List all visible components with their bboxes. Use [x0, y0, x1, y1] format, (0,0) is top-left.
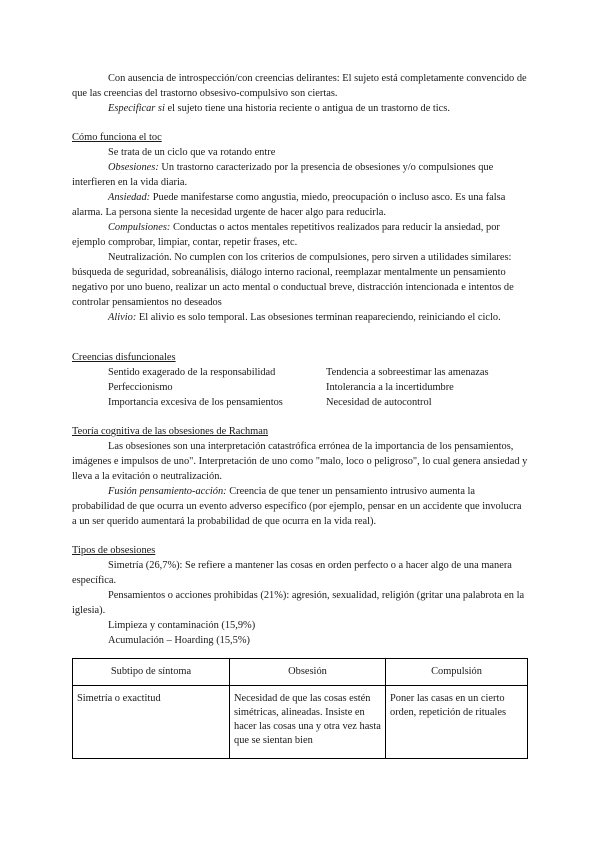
- header-subtype: Subtipo de síntoma: [73, 659, 230, 686]
- type-item: Simetría (26,7%): Se refiere a mantener las cosas en orden perfecto o a hacer algo de una manera específica.: [72, 560, 512, 586]
- beliefs-section: [72, 350, 528, 365]
- belief-item: Tendencia a sobreestimar las amenazas: [326, 367, 489, 378]
- symptom-table: [72, 658, 528, 759]
- anxiety-text: Puede manifestarse como angustia, miedo, preocupación o incluso asco. Es una falsa alarma. La persona siente la necesidad urgente de hacer algo para reducirla.: [72, 192, 506, 218]
- relief-label: Alivio:: [108, 312, 137, 323]
- compulsions-paragraph: [72, 220, 528, 250]
- belief-item: Sentido exagerado de la responsabilidad: [108, 367, 276, 378]
- rachman-section: [72, 424, 528, 529]
- obsessions-label: Obsesiones:: [108, 162, 159, 173]
- cycle-text: Se trata de un ciclo que va rotando entre: [108, 147, 276, 158]
- compulsions-label: Compulsiones:: [108, 222, 171, 233]
- types-heading: Tipos de obsesiones: [72, 545, 156, 556]
- header-compulsion: Compulsión: [386, 659, 528, 686]
- belief-item: Importancia excesiva de los pensamientos: [108, 397, 283, 408]
- cell-compulsion: Poner las casas en un cierto orden, repetición de rituales: [386, 686, 528, 759]
- compulsions-text: Conductas o actos mentales repetitivos realizados para reducir la ansiedad, por ejemplo comprobar, limpiar, contar, repetir frases, etc.: [72, 222, 500, 248]
- belief-item: Perfeccionismo: [108, 382, 173, 393]
- specify-text: el sujeto tiene una historia reciente o antigua de un trastorno de tics.: [164, 103, 450, 114]
- obsessions-text: Un trastorno caracterizado por la presencia de obsesiones y/o compulsiones que interfieren en la vida diaria.: [72, 162, 494, 188]
- intro-section: [72, 71, 528, 116]
- relief-paragraph: [72, 310, 528, 325]
- type-item: Limpieza y contaminación (15,9%): [108, 620, 256, 631]
- belief-item: Necesidad de autocontrol: [326, 397, 432, 408]
- table-header-row: [73, 659, 528, 686]
- how-heading: Cómo funciona el toc: [72, 132, 162, 143]
- beliefs-columns: [108, 365, 528, 410]
- table-row: [73, 686, 528, 759]
- fusion-paragraph: [72, 484, 528, 529]
- anxiety-label: Ansiedad:: [108, 192, 151, 203]
- type-item: Acumulación – Hoarding (15,5%): [108, 635, 250, 646]
- cell-obsession: Necesidad de que las cosas estén simétricas, alineadas. Insiste en hacer las cosas una y otra vez hasta que se sientan bien: [230, 686, 386, 759]
- types-section: [72, 543, 528, 648]
- obsessions-paragraph: [72, 160, 528, 190]
- anxiety-paragraph: [72, 190, 528, 220]
- specify-paragraph: [72, 101, 528, 116]
- relief-text: El alivio es solo temporal. Las obsesiones terminan reapareciendo, reiniciando el ciclo.: [136, 312, 501, 323]
- beliefs-heading: Creencias disfuncionales: [72, 352, 176, 363]
- rachman-heading: Teoría cognitiva de las obsesiones de Rachman: [72, 426, 269, 437]
- fusion-text: Creencia de que tener un pensamiento intrusivo aumenta la probabilidad de que ocurra un evento adverso específico (por ejemplo, pensar en un accidente que involucra a un ser querido aumentará la probabilidad de que ocurra en la vida real).: [72, 486, 522, 527]
- rachman-paragraph: Las obsesiones son una interpretación catastrófica errónea de la importancia de los pensamientos, imágenes e impulsos de uno". Interpretación de uno como "malo, loco o peligroso", lo cual genera ansiedad y lleva a la evitación o neutralización.: [72, 441, 528, 482]
- header-obsession: Obsesión: [230, 659, 386, 686]
- fusion-label: Fusión pensamiento-acción:: [108, 486, 227, 497]
- cell-subtype: Simetría o exactitud: [73, 686, 230, 759]
- belief-item: Intolerancia a la incertidumbre: [326, 382, 454, 393]
- type-item: Pensamientos o acciones prohibidas (21%): agresión, sexualidad, religión (gritar una palabrota en la iglesia).: [72, 590, 525, 616]
- how-section: [72, 130, 528, 325]
- intro-paragraph: Con ausencia de introspección/con creencias delirantes: El sujeto está completamente convencido de que las creencias del trastorno obsesivo-compulsivo son ciertas.: [72, 73, 527, 99]
- specify-label: Especificar si: [108, 103, 165, 114]
- neutralization-paragraph: Neutralización. No cumplen con los criterios de compulsiones, pero sirven a utilidades similares: búsqueda de seguridad, sobreanálisis, diálogo interno racional, reemplazar mentalmente un pensamiento negativo por uno bueno, realizar un acto mental o conductual breve, distracción intencionada e intentos de controlar pensamientos no deseados: [72, 252, 514, 308]
